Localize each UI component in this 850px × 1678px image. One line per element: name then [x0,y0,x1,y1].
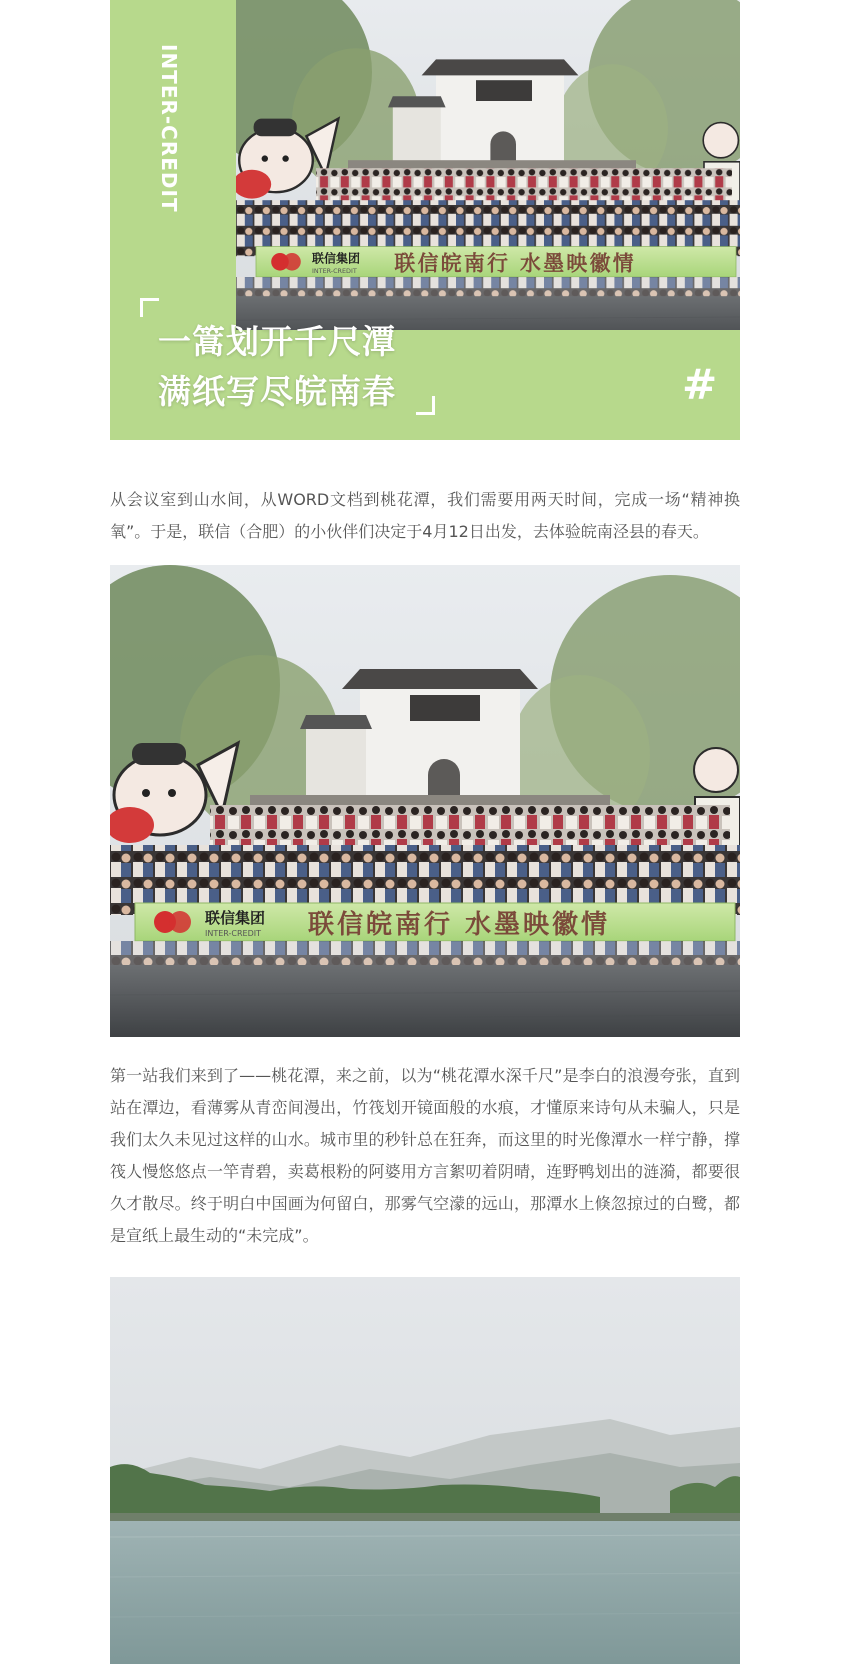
group-photo-icon [236,0,740,330]
hero-title-line-2: 满纸写尽皖南春 [158,372,396,411]
first-stop-paragraph: 第一站我们来到了——桃花潭，来之前，以为“桃花潭水深千尺”是李白的浪漫夸张，直到站在潭边，看薄雾从青峦间漫出，竹筏划开镜面般的水痕，才懂原来诗句从未骗人，只是我们太久未见过这样的山水。城市里的秒针总在狂奔，而这里的时光像潭水一样宁静，撑筏人慢悠悠点一竿青碧，卖葛根粉的阿婆用方言絮叨着阴晴，连野鸭划出的涟漪，都要很久才散尽。终于明白中国画为何留白，那雾气空濛的远山，那潭水上倏忽掠过的白鹭，都是宣纸上最生动的“未完成”。 [110,1066,740,1245]
hero-cover [110,0,740,440]
open-quote-bracket-icon [140,298,159,317]
banner-slogan: 联信皖南行 水墨映徽情 [308,910,611,940]
hero-title-line-1: 一篙划开千尺潭 [158,322,396,361]
hashtag-icon: # [682,360,718,409]
close-quote-bracket-icon [416,396,435,415]
article [110,0,740,1245]
banner-logo-cn: 联信集团 [205,909,266,927]
hero-brand-text: INTER-CREDIT [157,44,181,213]
banner-logo-en: INTER-CREDIT [205,929,262,938]
river-photo [110,1277,740,1664]
group-photo-icon [110,565,740,1037]
hero-group-photo [236,0,740,330]
intro-paragraph: 从会议室到山水间，从WORD文档到桃花潭，我们需要用两天时间，完成一场“精神换氧”。于是，联信（合肥）的小伙伴们决定于4月12日出发，去体验皖南泾县的春天。 [110,490,740,541]
group-photo [110,565,740,1037]
river-landscape-icon [110,1277,740,1664]
